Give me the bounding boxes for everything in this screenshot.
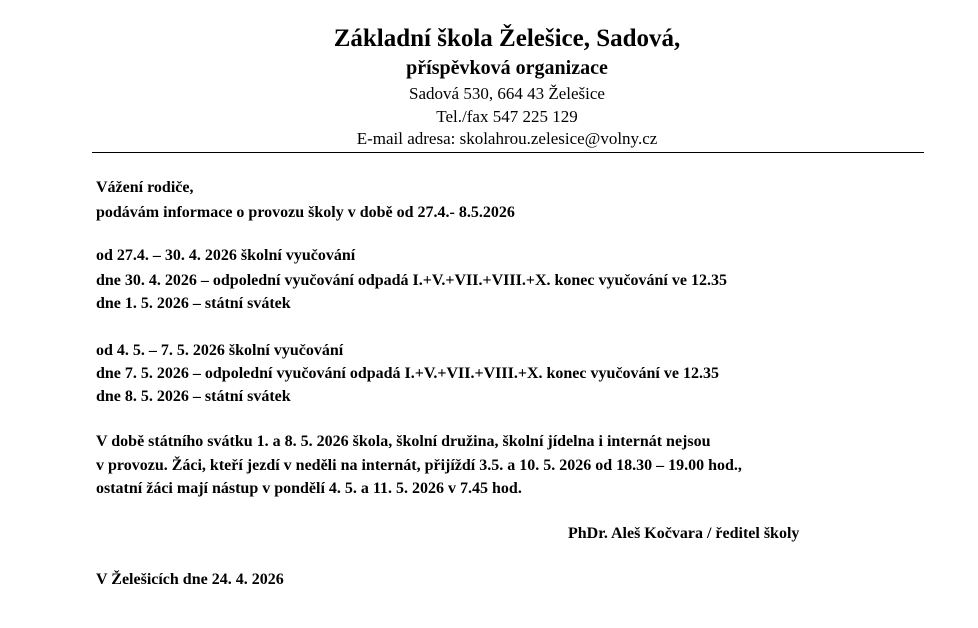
week1-line: dne 1. 5. 2026 – státní svátek xyxy=(96,295,291,312)
week2-line: od 4. 5. – 7. 5. 2026 školní vyučování xyxy=(96,342,344,359)
header-divider xyxy=(92,152,924,153)
week2-line: dne 7. 5. 2026 – odpolední vyučování odpadá I.+V.+VII.+VIII.+X. konec vyučování ve 12.35 xyxy=(96,365,719,382)
school-legal-form: příspěvková organizace xyxy=(406,57,608,79)
week1-line: od 27.4. – 30. 4. 2026 školní vyučování xyxy=(96,247,356,264)
school-name: Základní škola Želešice, Sadová, xyxy=(333,25,681,52)
week1-line: dne 30. 4. 2026 – odpolední vyučování odpadá I.+V.+VII.+VIII.+X. konec vyučování ve 12.35 xyxy=(96,272,727,289)
signature: PhDr. Aleš Kočvara / ředitel školy xyxy=(568,525,800,542)
notice-line: V době státního svátku 1. a 8. 5. 2026 škola, školní družina, školní jídelna i internát nejsou xyxy=(96,433,711,450)
school-address: Sadová 530, 664 43 Želešice xyxy=(409,84,605,103)
greeting: Vážení rodiče, xyxy=(96,179,194,196)
school-phone: Tel./fax 547 225 129 xyxy=(436,107,578,126)
place-date: V Želešicích dne 24. 4. 2026 xyxy=(96,571,284,588)
intro-line: podávám informace o provozu školy v době od 27.4.- 8.5.2026 xyxy=(96,204,515,221)
school-email: E-mail adresa: skolahrou.zelesice@volny.cz xyxy=(356,129,658,148)
notice-line: v provozu. Žáci, kteří jezdí v neděli na internát, přijíždí 3.5. a 10. 5. 2026 od 18.30 – 19.00 hod., xyxy=(96,457,742,474)
notice-line: ostatní žáci mají nástup v pondělí 4. 5. a 11. 5. 2026 v 7.45 hod. xyxy=(96,480,522,497)
week2-line: dne 8. 5. 2026 – státní svátek xyxy=(96,388,291,405)
